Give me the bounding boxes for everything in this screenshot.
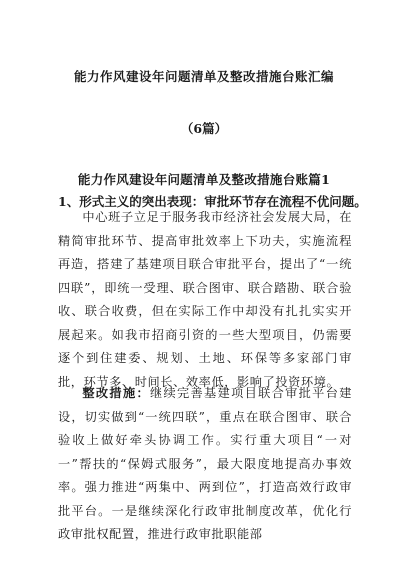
section-title: 能力作风建设年问题清单及整改措施台账篇1 xyxy=(77,172,331,187)
problem-subheading: 1、形式主义的突出表现：审批环节存在流程不优问题。 xyxy=(58,194,367,209)
document-title: 能力作风建设年问题清单及整改措施台账汇编 xyxy=(73,69,334,84)
rectification-paragraph xyxy=(58,382,352,547)
rectification-text: 继续完善基建项目联合审批平台建设，切实做到“一统四联”，重点在联合图审、联合验收上做好牵头协调工作。实行重大项目“一对一”帮扶的“保姆式服务”，最大限度地提高办事效率。强力推进“两集中、两到位”，打造高效行政审批平台。一是继续深化行政审批制度改革，优化行政审批权配置，推进行政审批职能部 xyxy=(58,386,353,541)
document-count: （6篇） xyxy=(180,121,228,136)
problem-paragraph: 中心班子立足于服务我市经济社会发展大局，在精简审批环节、提高审批效率上下功夫，实施流程再造，搭建了基建项目联合审批平台，提出了“一统四联”，即统一受理、联合图审、联合踏勘、联合验收、联合收费，但在实际工作中却没有扎扎实实开展起来。如我市招商引资的一些大型项目，仍需要逐个到住建委、规划、土地、环保等多家部门审批，环节多、时间长、效率低，影响了投资环境。 xyxy=(58,210,352,389)
rectification-lead: 整改措施： xyxy=(82,386,150,400)
